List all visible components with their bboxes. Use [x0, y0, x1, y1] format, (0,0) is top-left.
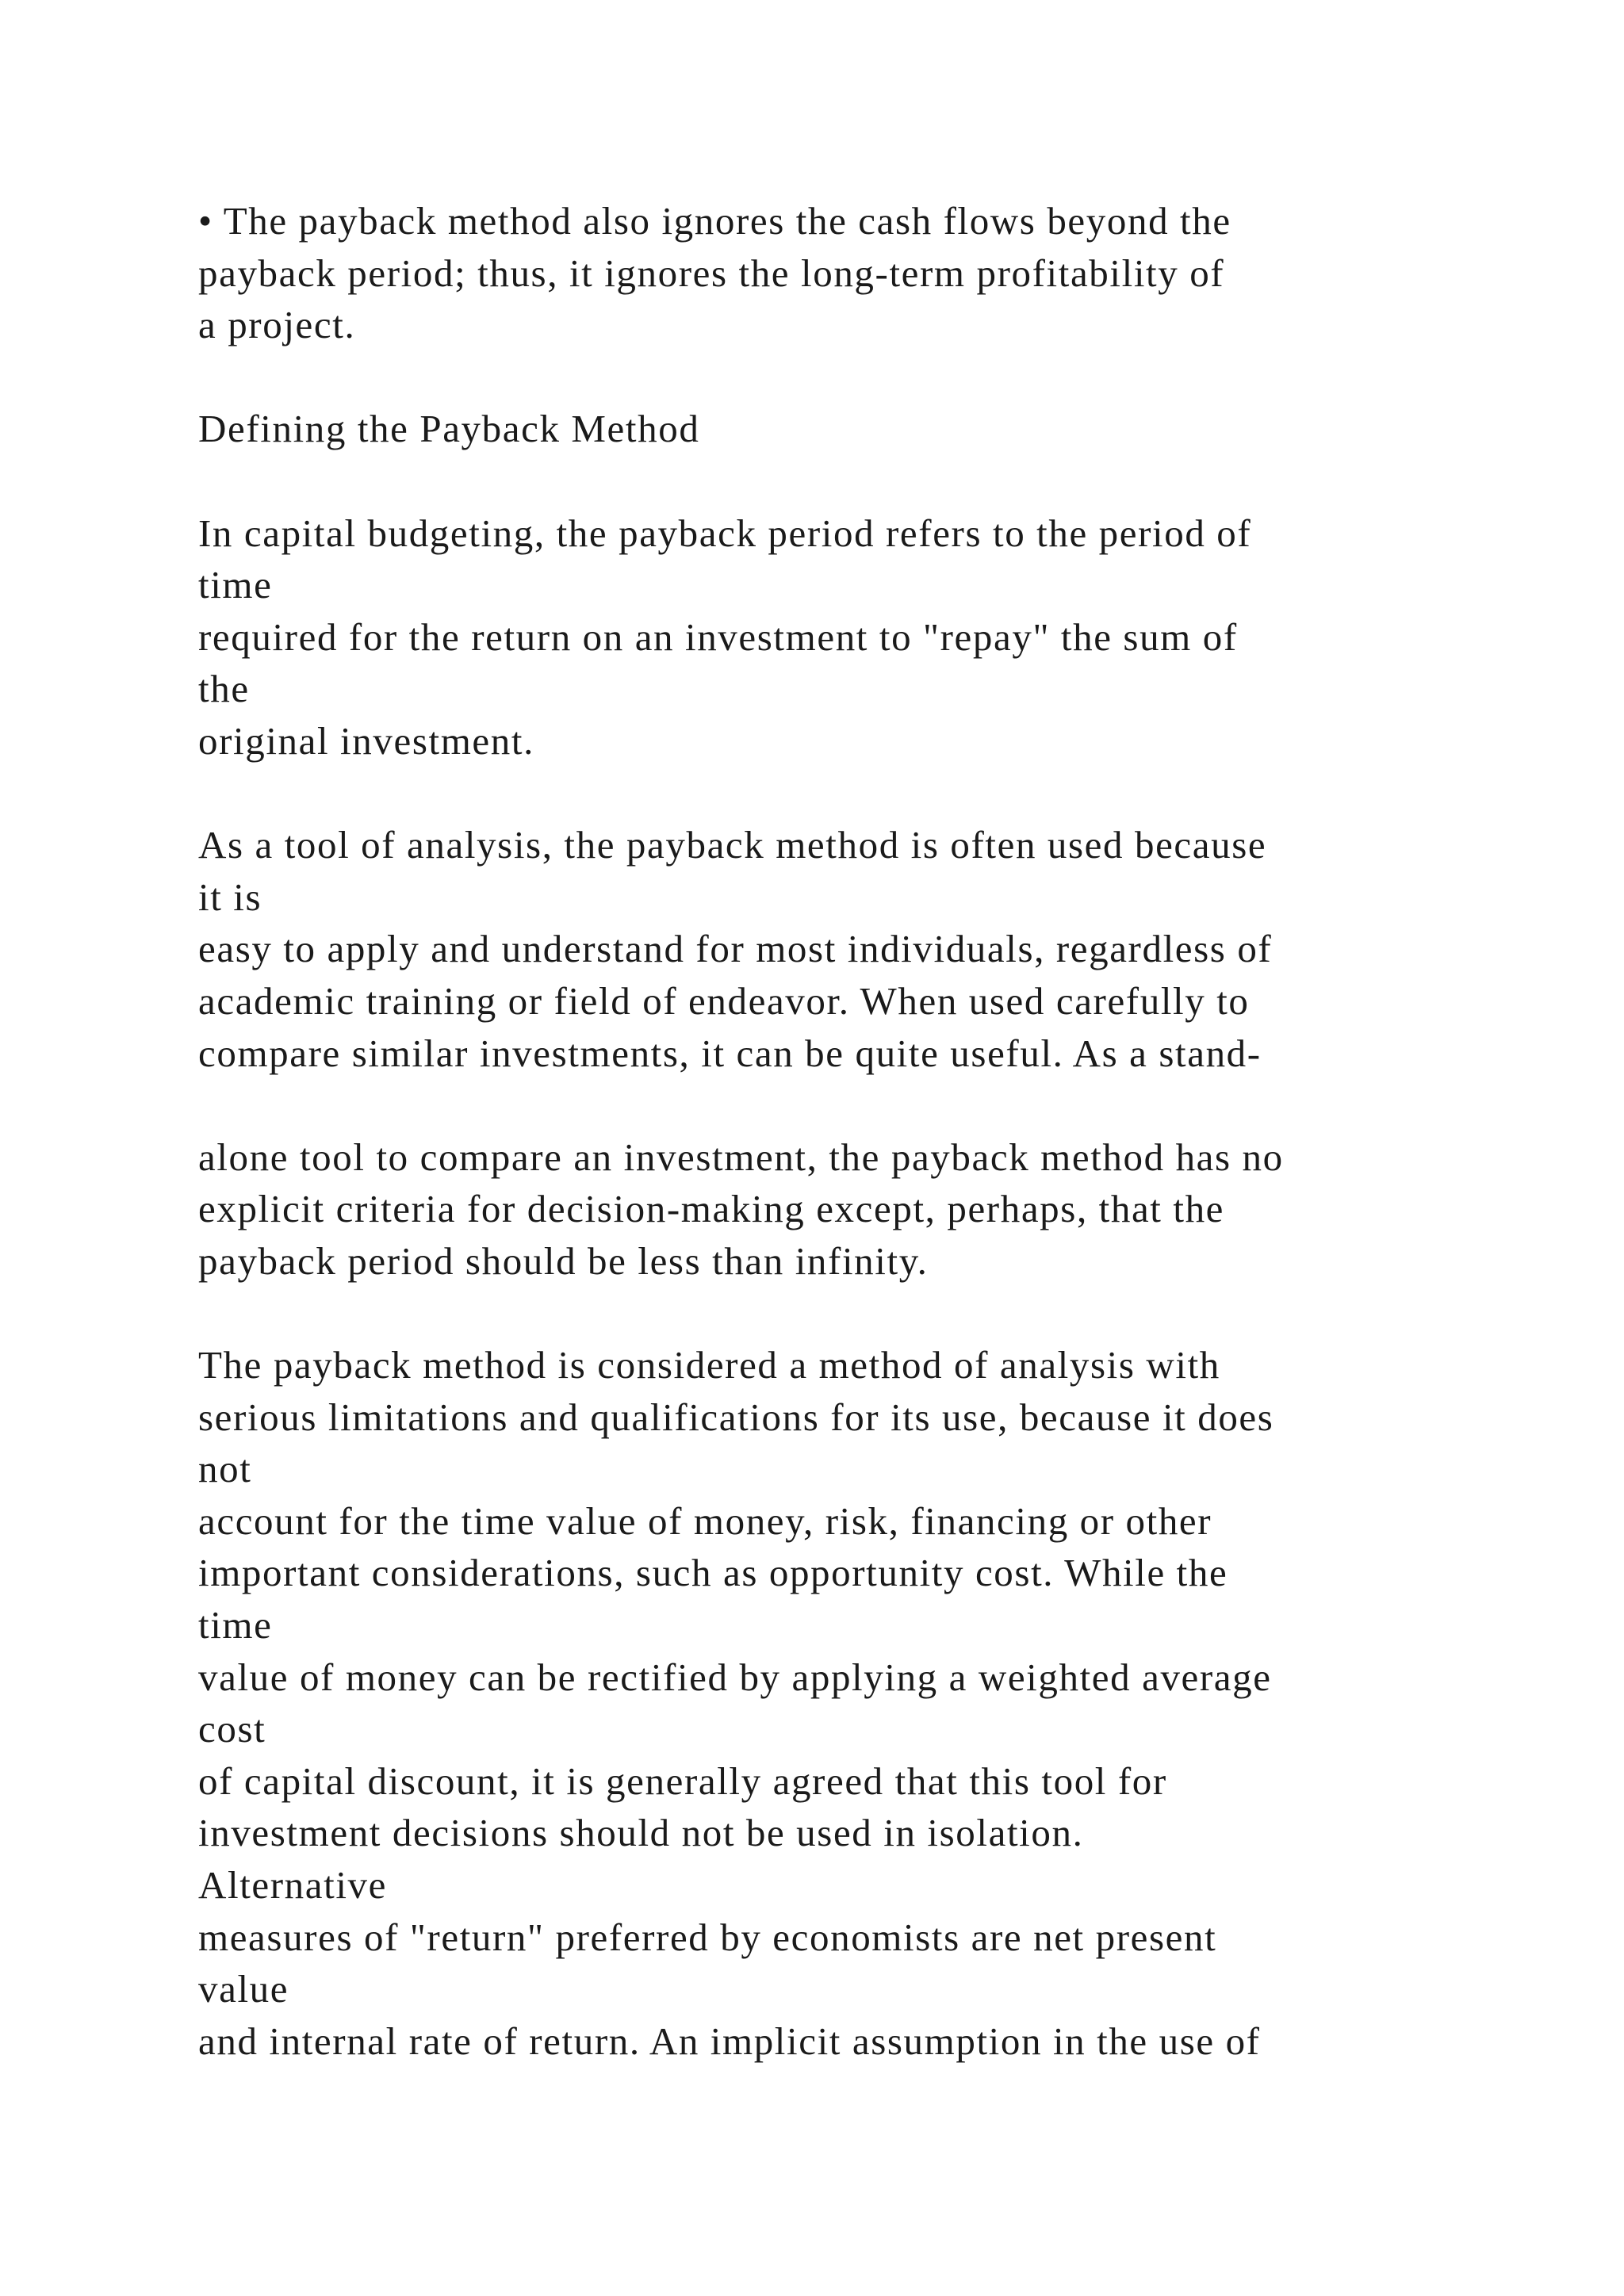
paragraph-limitations	[198, 1339, 1546, 2067]
text-line: time	[198, 563, 273, 607]
text-line: measures of "return" preferred by economists are net present	[198, 1915, 1217, 1959]
paragraph-gap	[198, 351, 1546, 404]
paragraph-tool-of-analysis	[198, 819, 1546, 1079]
heading-line: Defining the Payback Method	[198, 407, 700, 451]
section-heading	[198, 403, 1546, 455]
text-line: payback period; thus, it ignores the long-term profitability of	[198, 251, 1225, 295]
document-page	[198, 195, 1546, 2067]
paragraph-definition	[198, 507, 1546, 767]
text-line: academic training or field of endeavor. When used carefully to	[198, 978, 1250, 1023]
text-line: serious limitations and qualifications for its use, because it does	[198, 1395, 1274, 1439]
text-line: alone tool to compare an investment, the payback method has no	[198, 1135, 1284, 1179]
text-line: Alternative	[198, 1863, 388, 1907]
text-line: • The payback method also ignores the cash flows beyond the	[198, 199, 1231, 243]
text-line: important considerations, such as opportunity cost. While the	[198, 1551, 1228, 1595]
paragraph-gap	[198, 455, 1546, 507]
text-line: it is	[198, 874, 262, 919]
text-line: explicit criteria for decision-making except, perhaps, that the	[198, 1187, 1225, 1231]
paragraph-gap	[198, 1079, 1546, 1131]
text-line: not	[198, 1447, 252, 1491]
text-line: The payback method is considered a method of analysis with	[198, 1343, 1220, 1387]
text-line: a project.	[198, 303, 356, 347]
text-line: time	[198, 1603, 273, 1647]
text-line: In capital budgeting, the payback period refers to the period of	[198, 511, 1252, 555]
paragraph-gap	[198, 767, 1546, 820]
text-line: cost	[198, 1707, 266, 1751]
text-line: account for the time value of money, risk, financing or other	[198, 1498, 1212, 1543]
paragraph-bullet-payback-ignores	[198, 195, 1546, 351]
text-line: value of money can be rectified by applying a weighted average	[198, 1655, 1272, 1699]
text-line: required for the return on an investment to "repay" the sum of	[198, 614, 1238, 659]
text-line: value	[198, 1967, 289, 2011]
text-line: compare similar investments, it can be quite useful. As a stand-	[198, 1031, 1262, 1075]
text-line: payback period should be less than infinity.	[198, 1238, 929, 1283]
text-line: and internal rate of return. An implicit assumption in the use of	[198, 2019, 1261, 2063]
text-line: original investment.	[198, 718, 534, 763]
paragraph-gap	[198, 1287, 1546, 1339]
text-line: easy to apply and understand for most individuals, regardless of	[198, 927, 1273, 971]
text-line: investment decisions should not be used in isolation.	[198, 1811, 1084, 1855]
text-line: of capital discount, it is generally agreed that this tool for	[198, 1758, 1167, 1803]
text-line: the	[198, 667, 250, 711]
paragraph-standalone-tool	[198, 1131, 1546, 1288]
text-line: As a tool of analysis, the payback method is often used because	[198, 823, 1267, 867]
